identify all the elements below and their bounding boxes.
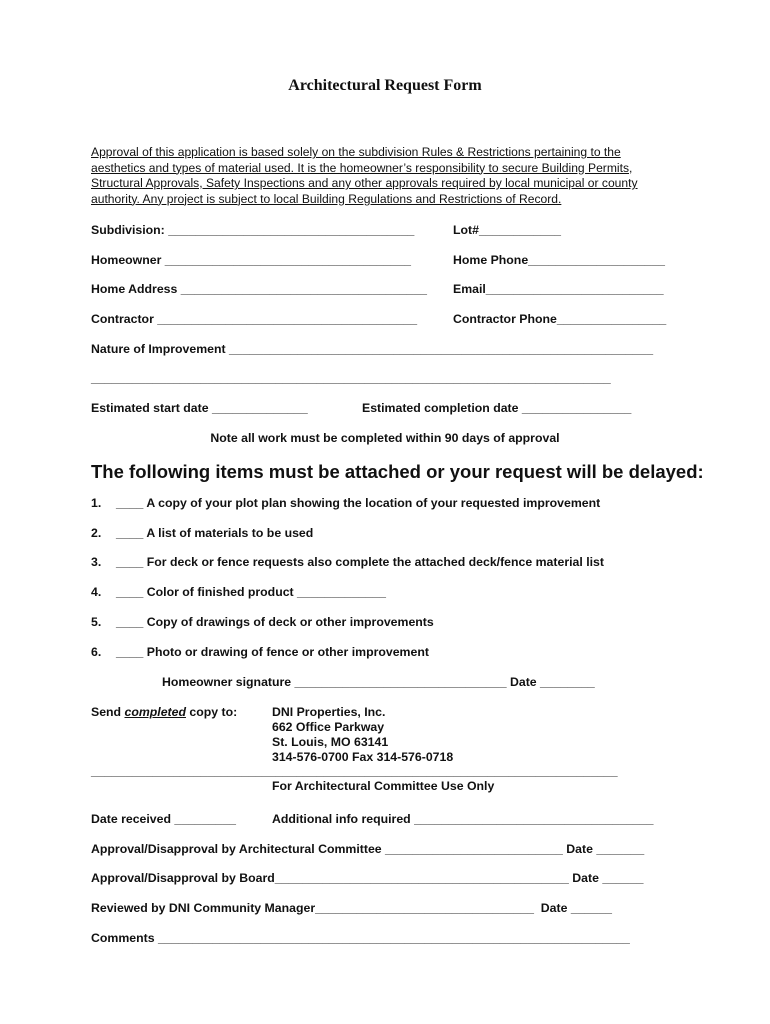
lot-field[interactable]: Lot#____________ [453, 223, 562, 237]
attachment-item-materials[interactable]: ____ A list of materials to be used [116, 526, 314, 540]
nature-of-improvement-line2[interactable]: ____________________________________________________________________________ [91, 371, 611, 385]
attachment-item-plot-plan[interactable]: ____ A copy of your plot plan showing the location of your requested improvement [116, 496, 601, 510]
attachment-item-color[interactable]: ____ Color of finished product _____________ [116, 585, 386, 599]
mailing-address: DNI Properties, Inc. 662 Office Parkway St. Louis, MO 63141 314-576-0700 Fax 314-576-0718 [272, 705, 454, 764]
completion-note: Note all work must be completed within 90 days of approval [210, 431, 560, 445]
intro-paragraph: Approval of this application is based solely on the subdivision Rules & Restrictions pertaining to the aesthetics and types of material used. It is the homeowner’s responsibility to secure Building Permits, Structural Approvals, Safety Inspections and any other approvals required by local municipal or county authority. Any project is subject to local Building Regulations and Restrictions of Record. [91, 145, 638, 206]
contractor-field[interactable]: Contractor ______________________________________ [91, 312, 418, 326]
completion-date-field[interactable]: Estimated completion date ________________ [362, 401, 632, 415]
additional-info-field[interactable]: Additional info required ___________________________________ [272, 812, 654, 826]
nature-of-improvement-field[interactable]: Nature of Improvement ______________________________________________________________ [91, 342, 654, 356]
item-number: 6. [91, 645, 102, 659]
home-address-field[interactable]: Home Address ____________________________________ [91, 282, 427, 296]
board-approval-field[interactable]: Approval/Disapproval by Board___________________________________________ Date ______ [91, 871, 644, 885]
homeowner-signature-field[interactable]: Homeowner signature _______________________________ Date ________ [162, 675, 595, 689]
item-number: 3. [91, 555, 102, 569]
start-date-field[interactable]: Estimated start date ______________ [91, 401, 308, 415]
attachments-heading: The following items must be attached or your request will be delayed: [91, 461, 704, 482]
send-to-label: Send completed copy to: [91, 705, 238, 719]
comments-field[interactable]: Comments _____________________________________________________________________ [91, 931, 630, 945]
attachment-item-deck-fence-list[interactable]: ____ For deck or fence requests also complete the attached deck/fence material list [116, 555, 604, 569]
item-number: 1. [91, 496, 102, 510]
item-number: 2. [91, 526, 102, 540]
date-received-field[interactable]: Date received _________ [91, 812, 236, 826]
email-field[interactable]: Email__________________________ [453, 282, 664, 296]
subdivision-field[interactable]: Subdivision: ____________________________________ [91, 223, 415, 237]
item-number: 5. [91, 615, 102, 629]
form-title: Architectural Request Form [288, 77, 482, 94]
item-number: 4. [91, 585, 102, 599]
attachment-item-photo[interactable]: ____ Photo or drawing of fence or other improvement [116, 645, 429, 659]
attachment-item-drawings[interactable]: ____ Copy of drawings of deck or other improvements [116, 615, 434, 629]
community-manager-review-field[interactable]: Reviewed by DNI Community Manager________________________________ Date ______ [91, 901, 612, 915]
committee-approval-field[interactable]: Approval/Disapproval by Architectural Committee __________________________ Date _______ [91, 842, 645, 856]
committee-heading: For Architectural Committee Use Only [272, 779, 495, 793]
contractor-phone-field[interactable]: Contractor Phone________________ [453, 312, 667, 326]
homeowner-field[interactable]: Homeowner ____________________________________ [91, 253, 411, 267]
section-divider: _____________________________________________________________________________ [91, 764, 618, 778]
home-phone-field[interactable]: Home Phone____________________ [453, 253, 665, 267]
